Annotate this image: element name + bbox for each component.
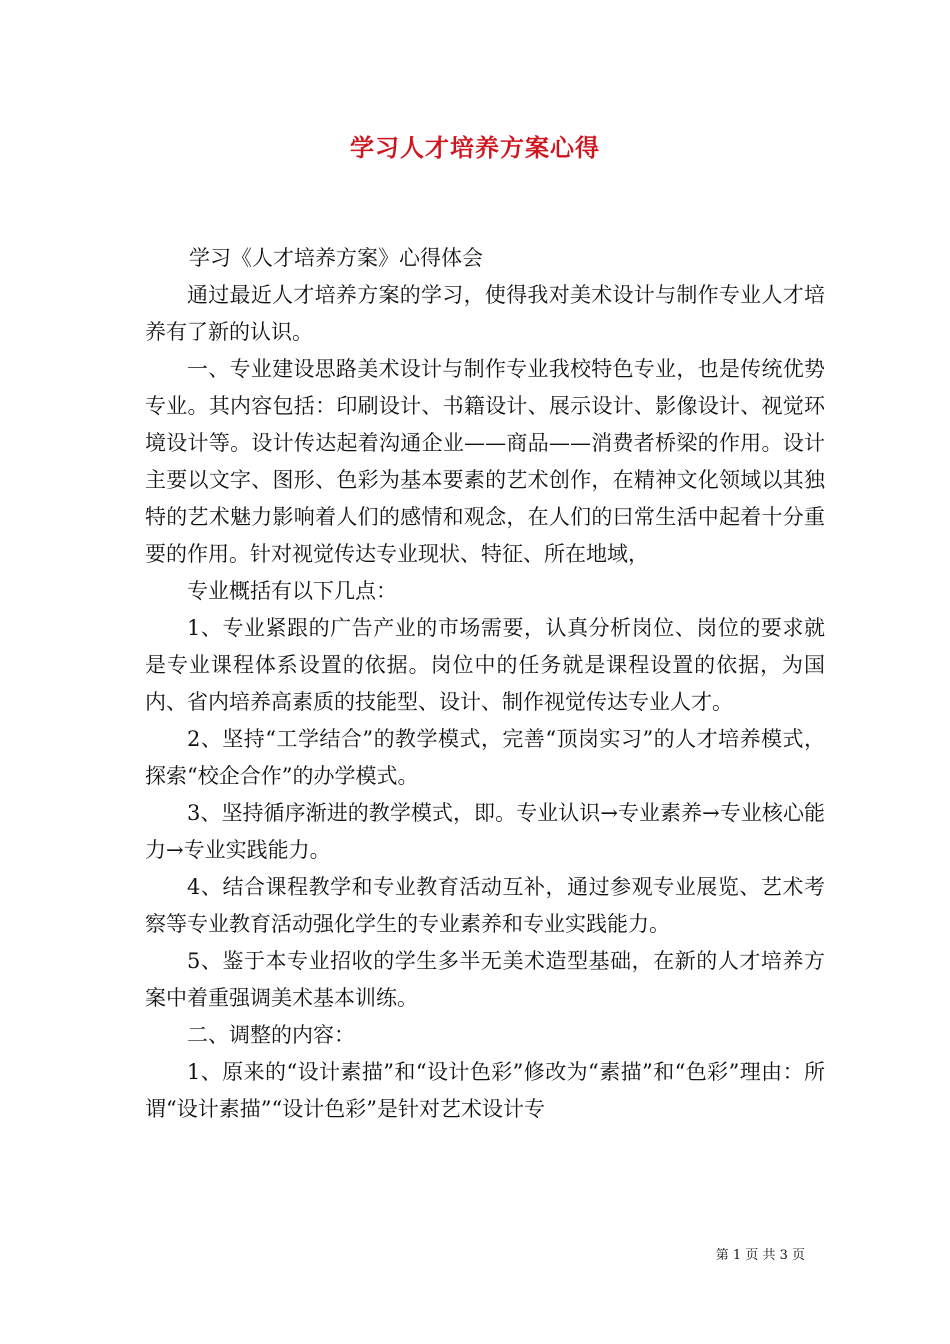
- paragraph-summary-heading: 专业概括有以下几点：: [187, 579, 397, 603]
- page-number-footer: 第 1 页 共 3 页: [715, 1248, 805, 1263]
- document-title: 学习人才培养方案心得: [350, 133, 600, 162]
- paragraph-adjust-1: 1、原来的“设计素描”和“设计色彩”修改为“素描”和“色彩”理由：所谓“设计素描”“设计色彩”是针对艺术设计专: [145, 1060, 825, 1121]
- paragraph-intro: 通过最近人才培养方案的学习，使得我对美术设计与制作专业人才培养有了新的认识。: [145, 283, 825, 344]
- paragraph-point-4: 4、结合课程教学和专业教育活动互补，通过参观专业展览、艺术考察等专业教育活动强化学生的专业素养和专业实践能力。: [145, 875, 825, 936]
- paragraph-point-2: 2、坚持“工学结合”的教学模式，完善“顶岗实习”的人才培养模式，探索“校企合作”的办学模式。: [145, 727, 825, 788]
- paragraph-point-1: 1、专业紧跟的广告产业的市场需要，认真分析岗位、岗位的要求就是专业课程体系设置的依据。岗位中的任务就是课程设置的依据，为国内、省内培养高素质的技能型、设计、制作视觉传达专业人才。: [145, 616, 825, 714]
- paragraph-section-one: 一、专业建设思路美术设计与制作专业我校特色专业，也是传统优势专业。其内容包括：印刷设计、书籍设计、展示设计、影像设计、视觉环境设计等。设计传达起着沟通企业——商品——消费者桥梁的作用。设计主要以文字、图形、色彩为基本要素的艺术创作，在精神文化领域以其独特的艺术魅力影响着人们的感情和观念，在人们的曰常生活中起着十分重要的作用。针对视觉传达专业现状、特征、所在地域，: [145, 357, 825, 566]
- paragraph-point-5: 5、鉴于本专业招收的学生多半无美术造型基础，在新的人才培养方案中着重强调美术基本训练。: [145, 949, 825, 1010]
- document-body: [145, 240, 825, 1128]
- paragraph-subtitle: 学习《人才培养方案》心得体会: [189, 246, 483, 270]
- paragraph-section-two: 二、调整的内容：: [187, 1023, 355, 1047]
- paragraph-point-3: 3、坚持循序渐进的教学模式，即。专业认识→专业素养→专业核心能力→专业实践能力。: [145, 801, 825, 862]
